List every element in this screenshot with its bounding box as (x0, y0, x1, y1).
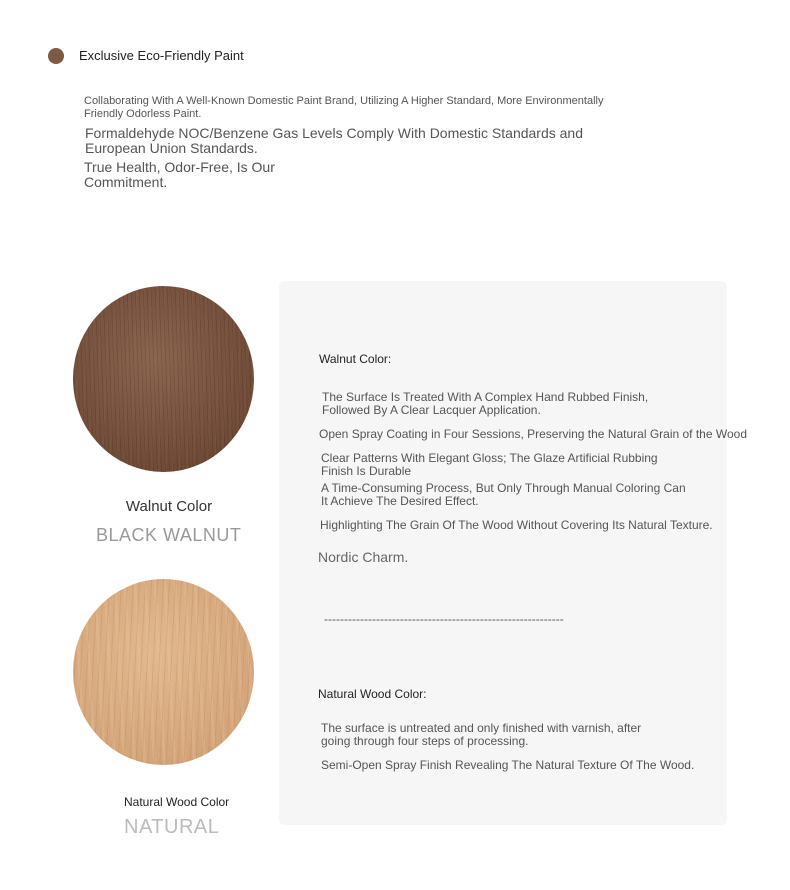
walnut-line-5: Highlighting The Grain Of The Wood Without Covering Its Natural Texture. (320, 518, 713, 532)
walnut-line-2: Open Spray Coating in Four Sessions, Preserving the Natural Grain of the Wood (319, 427, 747, 441)
intro-paragraph-2: Formaldehyde NOC/Benzene Gas Levels Comply With Domestic Standards and European Union Standards. (85, 125, 583, 156)
section-title: Exclusive Eco-Friendly Paint (79, 48, 244, 63)
section-divider: ------------------------------------------------------------ (324, 612, 564, 626)
walnut-line-1: The Surface Is Treated With A Complex Hand Rubbed Finish, Followed By A Clear Lacquer Application. (322, 390, 649, 417)
natural-line-2: Semi-Open Spray Finish Revealing The Natural Texture Of The Wood. (321, 758, 695, 772)
walnut-section-title: Walnut Color: (319, 352, 392, 366)
walnut-line-3: Clear Patterns With Elegant Gloss; The Glaze Artificial Rubbing Finish Is Durable (321, 451, 658, 478)
natural-section-title: Natural Wood Color: (318, 687, 427, 701)
walnut-swatch-subtitle: BLACK WALNUT (96, 525, 242, 545)
natural-line-1: The surface is untreated and only finished with varnish, after going through four steps of processing. (321, 721, 642, 748)
walnut-line-4: A Time-Consuming Process, But Only Through Manual Coloring Can It Achieve The Desired Effect. (321, 481, 686, 508)
walnut-wood-swatch (73, 286, 254, 472)
intro-paragraph-1: Collaborating With A Well-Known Domestic Paint Brand, Utilizing A Higher Standard, More Environmentally Friendly Odorless Paint. (84, 95, 604, 120)
walnut-tagline: Nordic Charm. (318, 549, 409, 565)
bullet-dot-icon (48, 48, 64, 64)
natural-swatch-subtitle: NATURAL (124, 816, 220, 838)
natural-wood-swatch (73, 579, 254, 765)
natural-swatch-label: Natural Wood Color (124, 795, 230, 809)
intro-paragraph-3: True Health, Odor-Free, Is Our Commitment. (84, 159, 275, 190)
walnut-swatch-label: Walnut Color (125, 498, 213, 515)
